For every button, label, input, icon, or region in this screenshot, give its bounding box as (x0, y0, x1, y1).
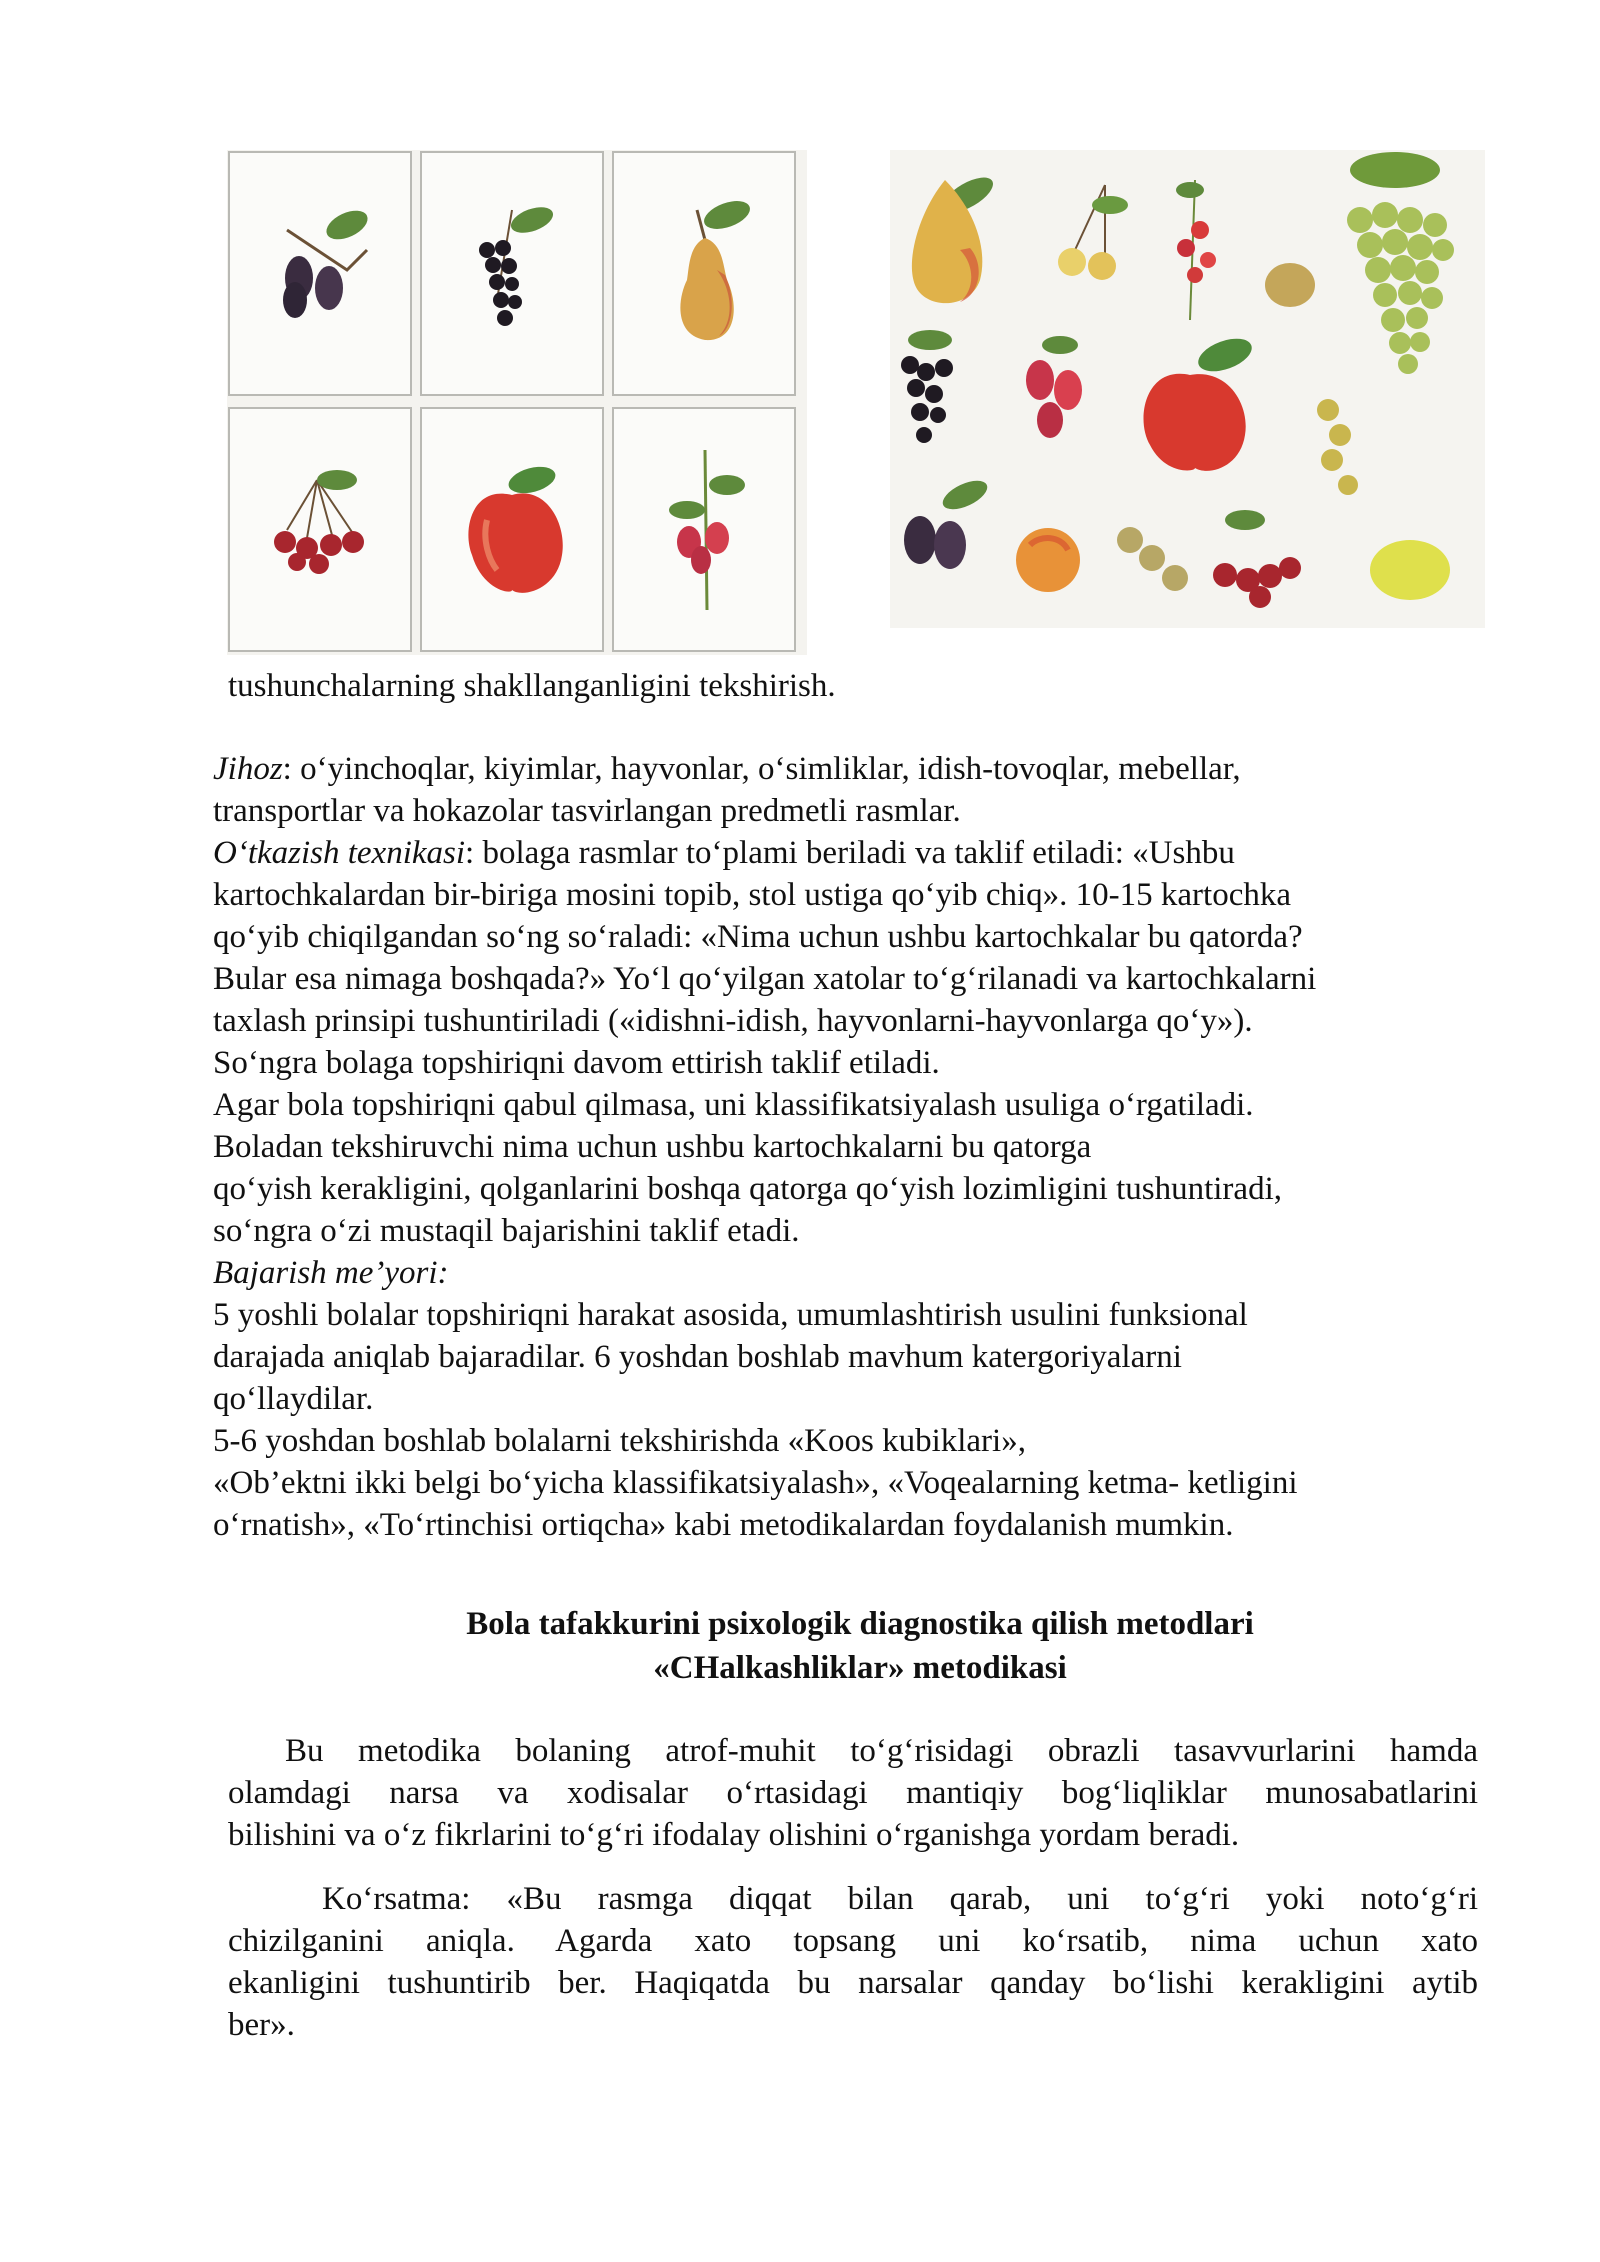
criteria-label: Bajarish me’yori: (213, 1255, 449, 1291)
card-blackcurrant (421, 152, 603, 395)
section-subtitle: «CHalkashliklar» metodikasi (653, 1650, 1067, 1686)
top-caption: tushunchalarning shakllanganligini tekshirish. (228, 668, 836, 704)
criteria-line: «Ob’ektni ikki belgi bo‘yicha klassifikatsiyalash», «Voqealarning ketma- ketligini (213, 1465, 1298, 1501)
criteria-line: o‘rnatish», «To‘rtinchisi ortiqcha» kabi metodikalardan foydalanish mumkin. (213, 1507, 1234, 1543)
paragraph-line: ber». (228, 2007, 295, 2043)
criteria-line: qo‘llaydilar. (213, 1381, 374, 1417)
criteria-line: darajada aniqlab bajaradilar. 6 yoshdan boshlab mavhum katergoriyalarni (213, 1339, 1182, 1375)
body-paragraph (228, 1730, 1478, 1856)
equipment-text: o‘yinchoqlar, kiyimlar, hayvonlar, o‘simliklar, idish-tovoqlar, mebellar, (291, 751, 1241, 787)
nut-icon (1265, 263, 1315, 307)
technique-line: kartochkalardan bir-biriga mosini topib, stol ustiga qo‘yib chiq». 10-15 kartochka (213, 877, 1292, 913)
paragraph-line: bilishini va o‘z fikrlarini to‘g‘ri ifodalay olishini o‘rganishga yordam beradi. (228, 1817, 1240, 1853)
instruction-paragraph (228, 1878, 1478, 2046)
paragraph-line: chizilganini aniqla. Agarda xato topsang uni ko‘rsatib, nima uchun xato (228, 1923, 1478, 1959)
fruit-collage-illustration (890, 150, 1485, 628)
paragraph-line: Ko‘rsatma: «Bu rasmga diqqat bilan qarab, uni to‘g‘ri yoki noto‘g‘ri (322, 1881, 1478, 1917)
card-cherries (229, 408, 411, 651)
technique-line: qo‘yish kerakligini, qolganlarini boshqa qatorga qo‘yish lozimligini tushuntiradi, (213, 1171, 1282, 1207)
card-raspberry (613, 408, 795, 651)
paragraph-line: olamdagi narsa va xodisalar o‘rtasidagi mantiqiy bog‘liqliklar munosabatlarini (228, 1775, 1478, 1811)
technique-line: Agar bola topshiriqni qabul qilmasa, uni klassifikatsiyalash usuliga o‘rgatiladi. (213, 1087, 1254, 1123)
lemon-icon (1370, 540, 1450, 600)
paragraph-line: Bu metodika bolaning atrof-muhit to‘g‘risidagi obrazli tasavvurlarini hamda (285, 1733, 1478, 1769)
technique-line: taxlash prinsipi tushuntiriladi («idishni-idish, hayvonlarni-hayvonlarga qo‘y»). (213, 1003, 1253, 1039)
paragraph-line: ekanligini tushuntirib ber. Haqiqatda bu narsalar qanday bo‘lishi kerakligini aytib (228, 1965, 1478, 2001)
section-title: Bola tafakkurini psixologik diagnostika qilish metodlari (466, 1606, 1254, 1642)
technique-line-1: O‘tkazish texnikasi: bolaga rasmlar to‘plami beriladi va taklif etiladi: «Ushbu (213, 835, 1235, 871)
technique-label: O‘tkazish texnikasi (213, 835, 466, 871)
technique-line: qo‘yib chiqilgandan so‘ng so‘raladi: «Nima uchun ushbu kartochkalar bu qatorda? (213, 919, 1303, 955)
technique-line: Boladan tekshiruvchi nima uchun ushbu kartochkalarni bu qatorga (213, 1129, 1092, 1165)
criteria-line: 5 yoshli bolalar topshiriqni harakat asosida, umumlashtirish usulini funksional (213, 1297, 1248, 1333)
equipment-line-2: transportlar va hokazolar tasvirlangan predmetli rasmlar. (213, 793, 961, 829)
equipment-line-1: Jihoz: o‘yinchoqlar, kiyimlar, hayvonlar, o‘simliklar, idish-tovoqlar, mebellar, (213, 751, 1241, 787)
equipment-label: Jihoz (213, 751, 283, 787)
technique-line: So‘ngra bolaga topshiriqni davom ettirish taklif etiladi. (213, 1045, 940, 1081)
technique-line: Bular esa nimaga boshqada?» Yo‘l qo‘yilgan xatolar to‘g‘rilanadi va kartochkalarni (213, 961, 1317, 997)
technique-text: bolaga rasmlar to‘plami beriladi va taklif etiladi: «Ushbu (474, 835, 1235, 871)
fruit-cards-illustration (227, 150, 807, 655)
technique-line: so‘ngra o‘zi mustaqil bajarishini taklif etadi. (213, 1213, 800, 1249)
criteria-line: 5-6 yoshdan boshlab bolalarni tekshirishda «Koos kubiklari», (213, 1423, 1026, 1459)
